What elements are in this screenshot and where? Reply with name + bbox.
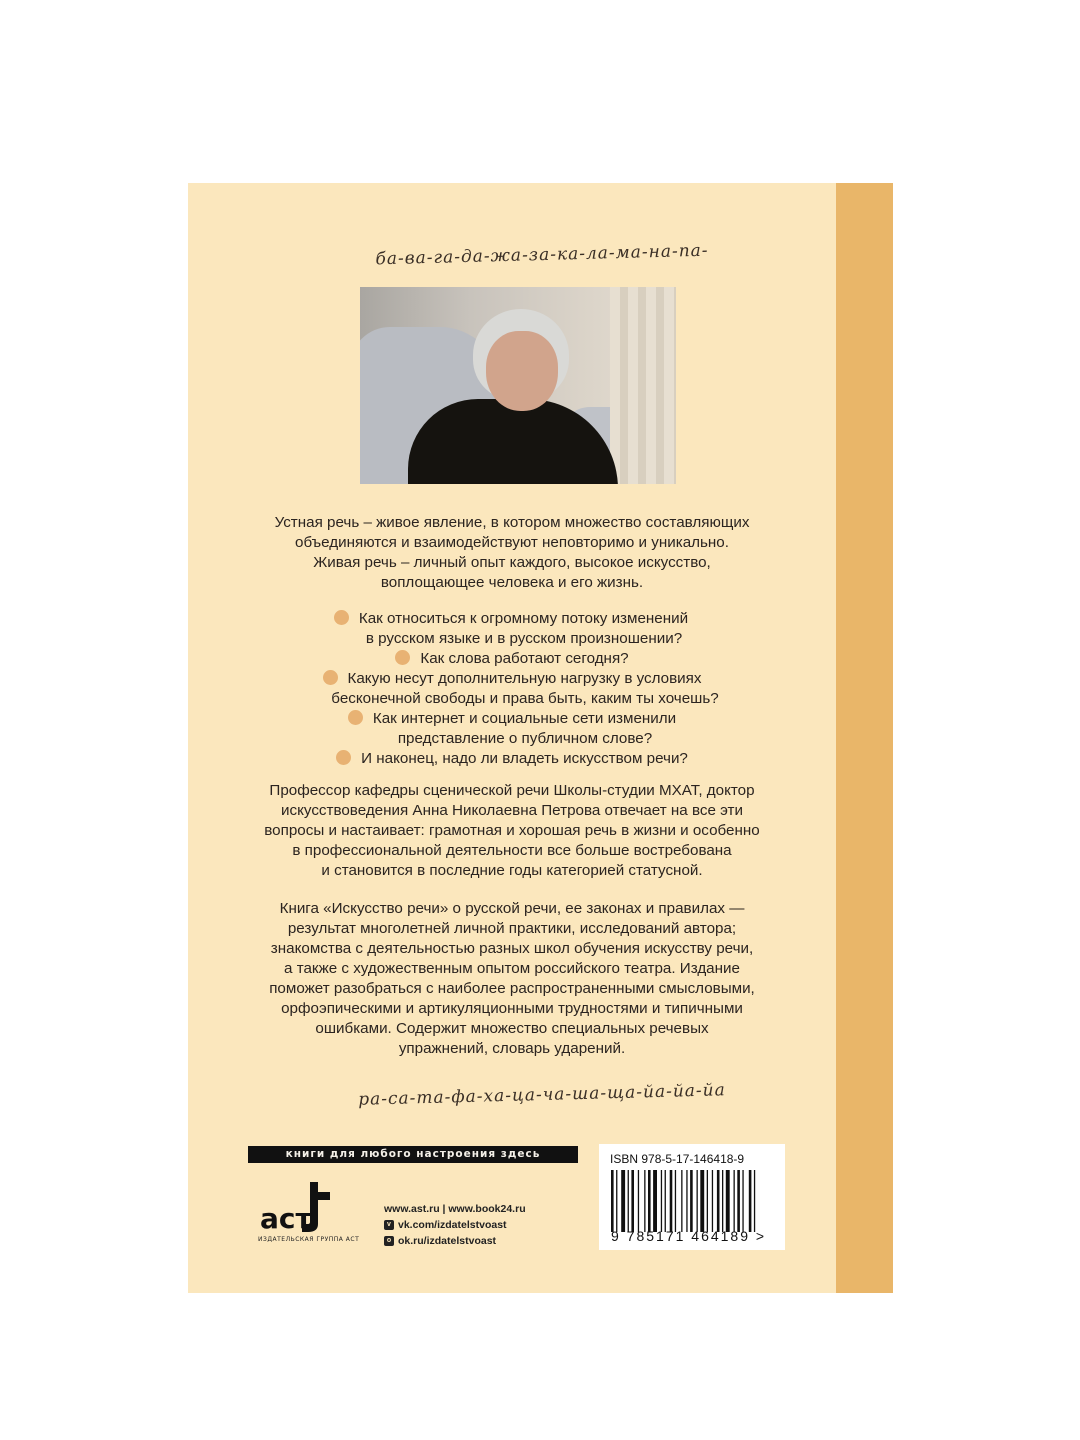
- book-paragraph: [188, 899, 836, 1059]
- author-line: вопросы и настаивает: грамотная и хорошая речь в жизни и особенно: [264, 822, 760, 839]
- bullet-dot-icon: [336, 750, 351, 765]
- author-line: в профессиональной деятельности все больше востребована: [292, 842, 732, 859]
- vk-link-row: [384, 1217, 526, 1233]
- barcode-bar: [611, 1170, 614, 1232]
- question-line: в русском языке и в русском произношении?: [365, 630, 683, 647]
- barcode-bar: [644, 1170, 645, 1232]
- intro-line: Устная речь – живое явление, в котором множество составляющих: [274, 514, 750, 531]
- publisher-links: [384, 1201, 526, 1249]
- website-links: www.ast.ru | www.book24.ru: [384, 1203, 526, 1215]
- book-back-cover: [188, 183, 836, 1293]
- question-line: Как слова работают сегодня?: [420, 650, 629, 667]
- book-line: знакомства с деятельностью разных школ обучения искусству речи,: [270, 940, 754, 957]
- intro-paragraph: [188, 513, 836, 593]
- barcode-bar: [722, 1170, 723, 1232]
- question-line: Как интернет и социальные сети изменили: [372, 710, 677, 727]
- author-line: и становится в последние годы категорией статусной.: [321, 862, 703, 879]
- intro-line: воплощающее человека и его жизнь.: [380, 574, 644, 591]
- author-line: искусствоведения Анна Николаевна Петрова отвечает на все эти: [281, 802, 743, 819]
- book-line: орфоэпическими и артикуляционными трудностями и типичными: [281, 1000, 743, 1017]
- barcode-bar: [712, 1170, 713, 1232]
- question-line: бесконечной свободы и права быть, каким ты хочешь?: [331, 690, 719, 707]
- barcode-bar: [665, 1170, 666, 1232]
- bullet-dot-icon: [395, 650, 410, 665]
- barcode-bar: [621, 1170, 625, 1232]
- question-item: [188, 749, 836, 769]
- book-line: Книга «Искусство речи» о русской речи, ее законах и правилах —: [279, 900, 745, 917]
- barcode-bar: [653, 1170, 657, 1232]
- barcode-bar: [754, 1170, 755, 1232]
- author-photo: [360, 287, 676, 484]
- barcode-bar: [628, 1170, 629, 1232]
- ast-logo-icon: [256, 1178, 340, 1238]
- barcode-bar: [631, 1170, 634, 1232]
- vk-link: vk.com/izdatelstvoast: [398, 1219, 507, 1231]
- question-line: Какую несут дополнительную нагрузку в условиях: [347, 670, 702, 687]
- isbn-barcode-box: [599, 1144, 785, 1250]
- syllables-bottom: ра-са-та-фа-ха-ца-ча-ша-ща-йа-йа-йа: [357, 1080, 727, 1110]
- barcode-bar: [737, 1170, 740, 1232]
- isbn-label: ISBN 978-5-17-146418-9: [610, 1152, 745, 1166]
- author-paragraph: [188, 781, 836, 881]
- barcode-bar: [690, 1170, 693, 1232]
- bullet-dot-icon: [334, 610, 349, 625]
- barcode-bar: [726, 1170, 730, 1232]
- book-line: поможет разобраться с наиболее распространенными смысловыми,: [269, 980, 755, 997]
- intro-line: объединяются и взаимодействуют неповторимо и уникально.: [295, 534, 729, 551]
- question-line: Как относиться к огромному потоку изменений: [358, 610, 689, 627]
- barcode-bar: [742, 1170, 743, 1232]
- book-line: результат многолетней личной практики, исследований автора;: [287, 920, 737, 937]
- question-item: [188, 709, 836, 749]
- vk-icon: v: [384, 1220, 394, 1230]
- ok-icon: o: [384, 1236, 394, 1246]
- barcode-bar: [648, 1170, 651, 1232]
- publisher-caption: ИЗДАТЕЛЬСКАЯ ГРУППА АСТ: [258, 1236, 360, 1243]
- book-spine-edge: [836, 183, 893, 1293]
- barcode-bar: [638, 1170, 639, 1232]
- ast-logo-text: аст: [260, 1202, 312, 1235]
- book-line: ошибками. Содержит множество специальных речевых: [315, 1020, 709, 1037]
- barcode-bar: [707, 1170, 708, 1232]
- book-line: упражнений, словарь ударений.: [398, 1040, 626, 1057]
- question-item: [186, 609, 836, 649]
- barcode-bar: [675, 1170, 676, 1232]
- barcode-bar: [734, 1170, 735, 1232]
- question-item: [188, 649, 836, 669]
- tagline-banner: книги для любого настроения здесь: [248, 1146, 578, 1163]
- barcode-bar: [616, 1170, 617, 1232]
- photo-face: [486, 331, 558, 411]
- photo-curtain: [610, 287, 676, 484]
- isbn-digits: 9 785171 464189 >: [611, 1228, 767, 1244]
- author-line: Профессор кафедры сценической речи Школы-студии МХАТ, доктор: [269, 782, 755, 799]
- question-item: [188, 669, 836, 709]
- barcode-bar: [749, 1170, 752, 1232]
- barcode-bar: [700, 1170, 704, 1232]
- barcode-bar: [670, 1170, 673, 1232]
- barcode-bar: [686, 1170, 687, 1232]
- barcode-bar: [717, 1170, 720, 1232]
- intro-line: Живая речь – личный опыт каждого, высокое искусство,: [313, 554, 711, 571]
- syllables-top: ба-ва-га-да-жа-за-ка-ла-ма-на-па-: [375, 240, 709, 270]
- ok-link: ok.ru/izdatelstvoast: [398, 1235, 497, 1247]
- question-line: И наконец, надо ли владеть искусством речи?: [361, 750, 688, 767]
- barcode-bar: [681, 1170, 682, 1232]
- questions-list: [188, 609, 836, 769]
- book-line: а также с художественным опытом российского театра. Издание: [284, 960, 740, 977]
- question-line: представление о публичном слове?: [397, 730, 653, 747]
- bullet-dot-icon: [323, 670, 338, 685]
- ok-link-row: [384, 1233, 526, 1249]
- barcode-bar: [661, 1170, 662, 1232]
- barcode-icon: [609, 1170, 775, 1232]
- barcode-bar: [697, 1170, 698, 1232]
- bullet-dot-icon: [348, 710, 363, 725]
